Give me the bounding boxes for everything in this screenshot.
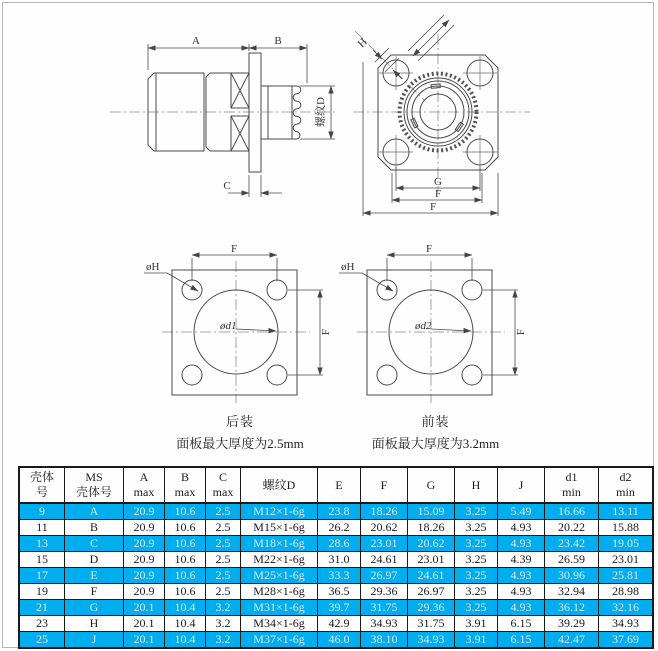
table-cell: 34.93 [408, 632, 455, 649]
table-cell: H [65, 616, 124, 632]
table-cell: 15 [19, 552, 65, 568]
table-cell: 24.61 [408, 568, 455, 584]
table-cell: 4.93 [498, 568, 545, 584]
table-cell: 9 [19, 503, 65, 520]
table-header-row [19, 467, 653, 503]
table-row [19, 632, 653, 649]
table-cell: 20.9 [124, 568, 165, 584]
table-cell: 10.4 [165, 616, 206, 632]
dim-label-g: G [434, 176, 442, 188]
table-cell: 13.11 [599, 503, 654, 520]
table-cell: 11 [19, 520, 65, 536]
table-cell: 36.5 [318, 584, 361, 600]
table-cell: 3.91 [455, 616, 498, 632]
column-header: d2 min [599, 467, 654, 503]
table-cell: 3.25 [455, 552, 498, 568]
table-cell: 4.93 [498, 536, 545, 552]
front-mount-panel [367, 270, 492, 395]
table-cell: 2.5 [206, 584, 241, 600]
table-cell: 15.09 [408, 503, 455, 520]
table-cell: 32.94 [545, 584, 599, 600]
dim-label-f-top: F [230, 243, 238, 255]
table-cell: 42.47 [545, 632, 599, 649]
table-cell: 3.91 [455, 632, 498, 649]
dim-label-f-outer: F [429, 201, 437, 213]
rear-mount-panel-drawing [140, 245, 340, 410]
table-cell: 23.01 [599, 552, 654, 568]
table-cell: 3.2 [206, 632, 241, 649]
hole-diameter-label: øH [146, 261, 160, 273]
table-cell: 23.01 [408, 552, 455, 568]
table-cell: 18.26 [408, 520, 455, 536]
table-cell: 18.26 [361, 503, 408, 520]
table-cell: F [65, 584, 124, 600]
table-cell: 4.93 [498, 584, 545, 600]
table-cell: M12×1-6g [241, 503, 318, 520]
dim-label-f-side: F [320, 328, 332, 336]
table-cell: 3.2 [206, 616, 241, 632]
side-view-drawing [100, 20, 355, 225]
table-cell: 37.69 [599, 632, 654, 649]
table-cell: 20.9 [124, 503, 165, 520]
front-mount-title: 前装 [421, 414, 450, 429]
dim-label-a: A [192, 35, 200, 47]
table-cell: 10.6 [165, 584, 206, 600]
column-header: F [361, 467, 408, 503]
table-cell: 4.93 [498, 520, 545, 536]
table-cell: 42.9 [318, 616, 361, 632]
dim-label-f-side: F [515, 328, 527, 336]
table-row [19, 600, 653, 616]
column-header: 螺纹D [241, 467, 318, 503]
table-cell: M15×1-6g [241, 520, 318, 536]
table-cell: 26.2 [318, 520, 361, 536]
table-cell: 26.97 [408, 584, 455, 600]
table-cell: 20.62 [361, 520, 408, 536]
table-cell: 25 [19, 632, 65, 649]
column-header: 壳体 号 [19, 467, 65, 503]
table-cell: 20.1 [124, 632, 165, 649]
cutout-diameter-label: ød1 [220, 320, 237, 332]
table-cell: 20.1 [124, 600, 165, 616]
front-mount-caption [333, 411, 538, 452]
table-cell: 34.93 [361, 616, 408, 632]
rear-mount-panel [172, 270, 297, 395]
table-cell: 25.81 [599, 568, 654, 584]
table-cell: E [65, 568, 124, 584]
rear-mount-note: 面板最大厚度为2.5mm [176, 436, 304, 451]
table-cell: 26.59 [545, 552, 599, 568]
table-cell: G [65, 600, 124, 616]
table-cell: 10.4 [165, 600, 206, 616]
column-header: C max [206, 467, 241, 503]
table-cell: 5.49 [498, 503, 545, 520]
table-row [19, 584, 653, 600]
table-cell: 10.6 [165, 552, 206, 568]
dim-label-h: H [355, 36, 370, 51]
dim-label-b: B [274, 35, 282, 47]
table-cell: 20.9 [124, 552, 165, 568]
table-header [19, 467, 653, 503]
table-row [19, 616, 653, 632]
table-cell: 28.6 [318, 536, 361, 552]
table-cell: M28×1-6g [241, 584, 318, 600]
front-view-drawing [345, 10, 540, 230]
table-cell: 31.75 [361, 600, 408, 616]
table-row [19, 536, 653, 552]
table-cell: 32.16 [599, 600, 654, 616]
table-cell: 20.9 [124, 584, 165, 600]
table-cell: 4.39 [498, 552, 545, 568]
table-cell: 2.5 [206, 520, 241, 536]
column-header: E [318, 467, 361, 503]
table-cell: 17 [19, 568, 65, 584]
table-cell: 33.3 [318, 568, 361, 584]
table-cell: 29.36 [361, 584, 408, 600]
table-cell: J [65, 632, 124, 649]
table-cell: 28.98 [599, 584, 654, 600]
table-cell: 10.6 [165, 520, 206, 536]
rear-mount-caption [140, 411, 340, 452]
dim-label-f-top: F [425, 243, 433, 255]
table-cell: M34×1-6g [241, 616, 318, 632]
table-cell: B [65, 520, 124, 536]
table-cell: 29.36 [408, 600, 455, 616]
table-cell: 2.5 [206, 536, 241, 552]
table-cell: M31×1-6g [241, 600, 318, 616]
rear-mount-title: 后装 [225, 414, 254, 429]
table-cell: 3.25 [455, 600, 498, 616]
column-header: J [498, 467, 545, 503]
table-cell: 15.88 [599, 520, 654, 536]
table-cell: 20.22 [545, 520, 599, 536]
table-cell: 23 [19, 616, 65, 632]
table-body [19, 503, 653, 648]
table-row [19, 503, 653, 520]
table-cell: M25×1-6g [241, 568, 318, 584]
column-header: A max [124, 467, 165, 503]
side-view-outline [148, 53, 301, 172]
table-cell: 36.12 [545, 600, 599, 616]
table-cell: M22×1-6g [241, 552, 318, 568]
table-cell: 3.25 [455, 503, 498, 520]
table-cell: 26.97 [361, 568, 408, 584]
table-cell: 2.5 [206, 568, 241, 584]
table-cell: 21 [19, 600, 65, 616]
table-cell: 2.5 [206, 552, 241, 568]
table-cell: 31.75 [408, 616, 455, 632]
table-cell: 3.2 [206, 600, 241, 616]
table-cell: 20.62 [408, 536, 455, 552]
table-cell: 23.42 [545, 536, 599, 552]
dim-label-f-mid: F [434, 188, 442, 200]
table-cell: 31.0 [318, 552, 361, 568]
table-cell: 19.05 [599, 536, 654, 552]
table-cell: C [65, 536, 124, 552]
dim-label-thread-d: 螺纹D [315, 97, 327, 127]
table-row [19, 520, 653, 536]
table-row [19, 568, 653, 584]
table-cell: 46.0 [318, 632, 361, 649]
table-cell: D [65, 552, 124, 568]
table-cell: 23.01 [361, 536, 408, 552]
table-cell: 6.15 [498, 632, 545, 649]
table-cell: M18×1-6g [241, 536, 318, 552]
table-cell: 10.4 [165, 632, 206, 649]
front-mount-panel-drawing [335, 245, 535, 410]
column-header: d1 min [545, 467, 599, 503]
column-header: G [408, 467, 455, 503]
table-cell: 39.29 [545, 616, 599, 632]
table-cell: 20.9 [124, 520, 165, 536]
dim-label-c: C [223, 180, 231, 192]
table-cell: 16.66 [545, 503, 599, 520]
table-cell: 20.1 [124, 616, 165, 632]
table-cell: 10.6 [165, 536, 206, 552]
column-header: MS 壳体号 [65, 467, 124, 503]
table-cell: 39.7 [318, 600, 361, 616]
table-cell: 3.25 [455, 536, 498, 552]
dimension-table [18, 466, 654, 649]
table-cell: 34.93 [599, 616, 654, 632]
column-header: H [455, 467, 498, 503]
table-cell: 3.25 [455, 584, 498, 600]
column-header: B max [165, 467, 206, 503]
table-cell: 38.10 [361, 632, 408, 649]
cutout-diameter-label: ød2 [415, 320, 432, 332]
table-cell: 4.93 [498, 600, 545, 616]
table-cell: 2.5 [206, 503, 241, 520]
table-cell: 20.9 [124, 536, 165, 552]
table-cell: 3.25 [455, 568, 498, 584]
table-cell: A [65, 503, 124, 520]
table-cell: 19 [19, 584, 65, 600]
table-cell: 23.8 [318, 503, 361, 520]
table-cell: 10.6 [165, 503, 206, 520]
hole-diameter-label: øH [341, 261, 355, 273]
table-cell: 3.25 [455, 520, 498, 536]
table-cell: 30.96 [545, 568, 599, 584]
front-mount-note: 面板最大厚度为3.2mm [371, 436, 500, 451]
table-cell: 24.61 [361, 552, 408, 568]
table-cell: 13 [19, 536, 65, 552]
table-row [19, 552, 653, 568]
table-cell: 10.6 [165, 568, 206, 584]
table-cell: M37×1-6g [241, 632, 318, 649]
front-view-diagonal-dimension [356, 15, 454, 79]
table-cell: 6.15 [498, 616, 545, 632]
